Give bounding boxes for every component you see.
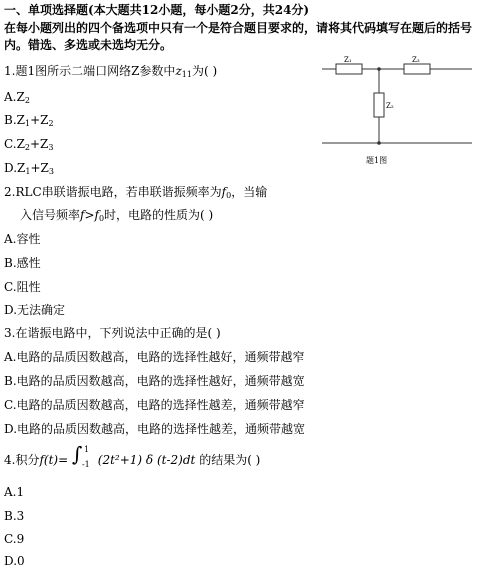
q2-line2-post: 时，电路的性质为( )	[104, 208, 214, 222]
q2-line2-pre: 入信号频率	[20, 208, 81, 222]
q1-stem	[4, 63, 217, 83]
integral-upper-limit: 1	[83, 445, 90, 454]
q4-stem	[4, 442, 261, 469]
q3-stem: 3.在谐振电路中，下列说法中正确的是( )	[4, 326, 221, 340]
impedance-z2	[374, 93, 384, 117]
q2-line1-post: ，当输	[231, 185, 268, 199]
q1-option-d-sub2: 3	[48, 167, 54, 176]
q2-option-d: D.无法确定	[4, 303, 66, 317]
figure-caption: 题1图	[366, 156, 388, 165]
instructions-line-2: 内。错选、多选或未选均无分。	[4, 38, 173, 52]
q2-line2-sub: 0	[98, 214, 105, 223]
q1-stem-post: 为( )	[191, 64, 218, 78]
q1-option-c-rest: +Z	[30, 137, 49, 151]
node-top	[377, 67, 381, 71]
q1-option-b-rest: +Z	[30, 113, 49, 127]
q2-line1-sub: 0	[226, 191, 232, 200]
q4-option-c: C.9	[4, 532, 25, 546]
q1-option-d	[4, 160, 54, 180]
q1-option-c-sub: 2	[24, 143, 30, 152]
q1-option-a-sub: 2	[24, 96, 30, 105]
impedance-z1	[336, 64, 362, 74]
q4-integrand: (2t²+1) δ (t-2)dt	[97, 453, 196, 467]
two-port-network-figure	[322, 56, 472, 176]
q2-option-b: B.感性	[4, 256, 41, 270]
q1-option-b-sub: 1	[24, 119, 31, 128]
impedance-z3	[404, 64, 430, 74]
q1-option-d-sub: 1	[25, 167, 31, 176]
q1-option-c-sub2: 3	[48, 143, 54, 152]
q3-option-c: C.电路的品质因数越高，电路的选择性越差，通频带越窄	[4, 398, 305, 412]
q4-option-b: B.3	[4, 509, 25, 523]
q1-option-b-sub2: 2	[48, 119, 54, 128]
q4-stem-pre: 4.积分	[4, 453, 40, 467]
instructions-line-1: 在每小题列出的四个备选项中只有一个是符合题目要求的，请将其代码填写在题后的括号	[4, 21, 473, 35]
z2-label: Z₂	[386, 102, 394, 110]
q4-stem-post: 的结果为( )	[199, 453, 261, 467]
q1-option-d-label: D.Z	[4, 161, 26, 175]
integral-symbol: ∫ 1 -1	[72, 448, 94, 464]
z3-label: Z₃	[412, 56, 420, 64]
q1-option-b	[4, 112, 54, 132]
q1-option-b-label: B.Z	[4, 113, 25, 127]
section-heading: 一、单项选择题(本大题共12小题，每小题2分，共24分)	[4, 3, 310, 17]
q4-option-a: A.1	[4, 485, 25, 499]
q3-option-a: A.电路的品质因数越高，电路的选择性越好，通频带越窄	[4, 350, 305, 364]
q3-option-d: D.电路的品质因数越高，电路的选择性越差，通频带越宽	[4, 422, 306, 436]
integral-lower-limit: -1	[81, 460, 90, 469]
q2-option-a: A.容性	[4, 232, 41, 246]
q2-line1-pre: 2.RLC串联谐振电路，若串联谐振频率为	[4, 185, 222, 199]
q1-stem-pre: 1.题1图所示二端口网络Z参数中	[4, 64, 176, 78]
q3-option-b: B.电路的品质因数越高，电路的选择性越好，通频带越宽	[4, 374, 305, 388]
q2-stem-line-1	[4, 184, 267, 204]
q2-stem-line-2	[20, 207, 213, 227]
q2-line2-var: f>f	[80, 208, 99, 222]
q2-option-c: C.阻性	[4, 280, 41, 294]
q1-option-c	[4, 136, 54, 156]
q1-option-d-rest: +Z	[30, 161, 49, 175]
node-bottom	[377, 141, 381, 145]
q2-line1-var: f	[221, 185, 227, 199]
z1-label: Z₁	[344, 56, 352, 64]
q1-stem-sub: 11	[181, 70, 192, 79]
q1-option-a	[4, 89, 30, 109]
q1-stem-var: z	[175, 64, 182, 78]
q1-option-a-label: A.Z	[4, 90, 25, 104]
q4-option-d: D.0	[4, 554, 25, 568]
q1-option-c-label: C.Z	[4, 137, 25, 151]
q4-func: f(t)=	[39, 453, 69, 467]
